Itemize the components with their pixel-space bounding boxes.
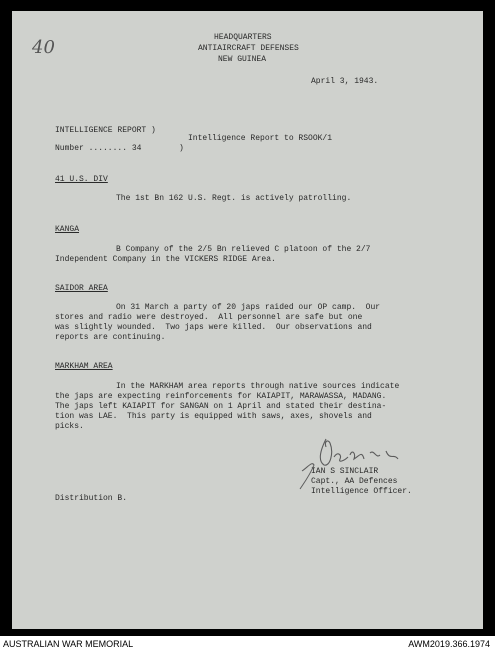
section-heading: SAIDOR AREA — [55, 284, 108, 293]
section-line: tion was LAE. This party is equipped with saws, axes, shovels and — [55, 412, 372, 421]
archive-footer — [0, 636, 495, 653]
section-heading: 41 U.S. DIV — [55, 175, 108, 184]
section-heading: MARKHAM AREA — [55, 362, 113, 371]
report-number-bracket: ) — [179, 144, 184, 153]
section-line: the japs are expecting reinforcements for KAIAPIT, MARAWASSA, MADANG. — [55, 392, 387, 401]
signature-name: IAN S SINCLAIR — [311, 467, 379, 476]
section-heading: KANGA — [55, 225, 80, 234]
header-line-3: NEW GUINEA — [218, 55, 267, 64]
signature-rank: Capt., AA Defences — [311, 477, 398, 486]
header-line-1: HEADQUARTERS — [214, 33, 272, 42]
report-reference: Intelligence Report to RSOOK/1 — [188, 134, 333, 143]
distribution-line: Distribution B. — [55, 494, 128, 503]
document-date: April 3, 1943. — [311, 77, 379, 86]
section-line: In the MARKHAM area reports through native sources indicate — [116, 382, 400, 391]
footer-accession-number: AWM2019.366.1974 — [408, 639, 490, 649]
signature-title: Intelligence Officer. — [311, 487, 412, 496]
section-line: Independent Company in the VICKERS RIDGE Area. — [55, 255, 276, 264]
footer-institution: AUSTRALIAN WAR MEMORIAL — [3, 639, 134, 649]
handwritten-page-number: 40 — [32, 37, 55, 58]
section-line: The japs left KAIAPIT for SANGAN on 1 April and stated their destina- — [55, 402, 387, 411]
section-line: was slightly wounded. Two japs were killed. Our observations and — [55, 323, 372, 332]
section-line: reports are continuing. — [55, 333, 166, 342]
section-line: picks. — [55, 422, 84, 431]
section-line: stores and radio were destroyed. All personnel are safe but one — [55, 313, 363, 322]
document-page — [12, 11, 483, 629]
report-number: Number ........ 34 — [55, 144, 142, 153]
section-line: On 31 March a party of 20 japs raided our OP camp. Our — [116, 303, 381, 312]
section-line: The 1st Bn 162 U.S. Regt. is actively patrolling. — [116, 194, 352, 203]
report-label: INTELLIGENCE REPORT ) — [55, 126, 156, 135]
header-line-2: ANTIAIRCRAFT DEFENSES — [198, 44, 299, 53]
section-line: B Company of the 2/5 Bn relieved C platoon of the 2/7 — [116, 245, 371, 254]
